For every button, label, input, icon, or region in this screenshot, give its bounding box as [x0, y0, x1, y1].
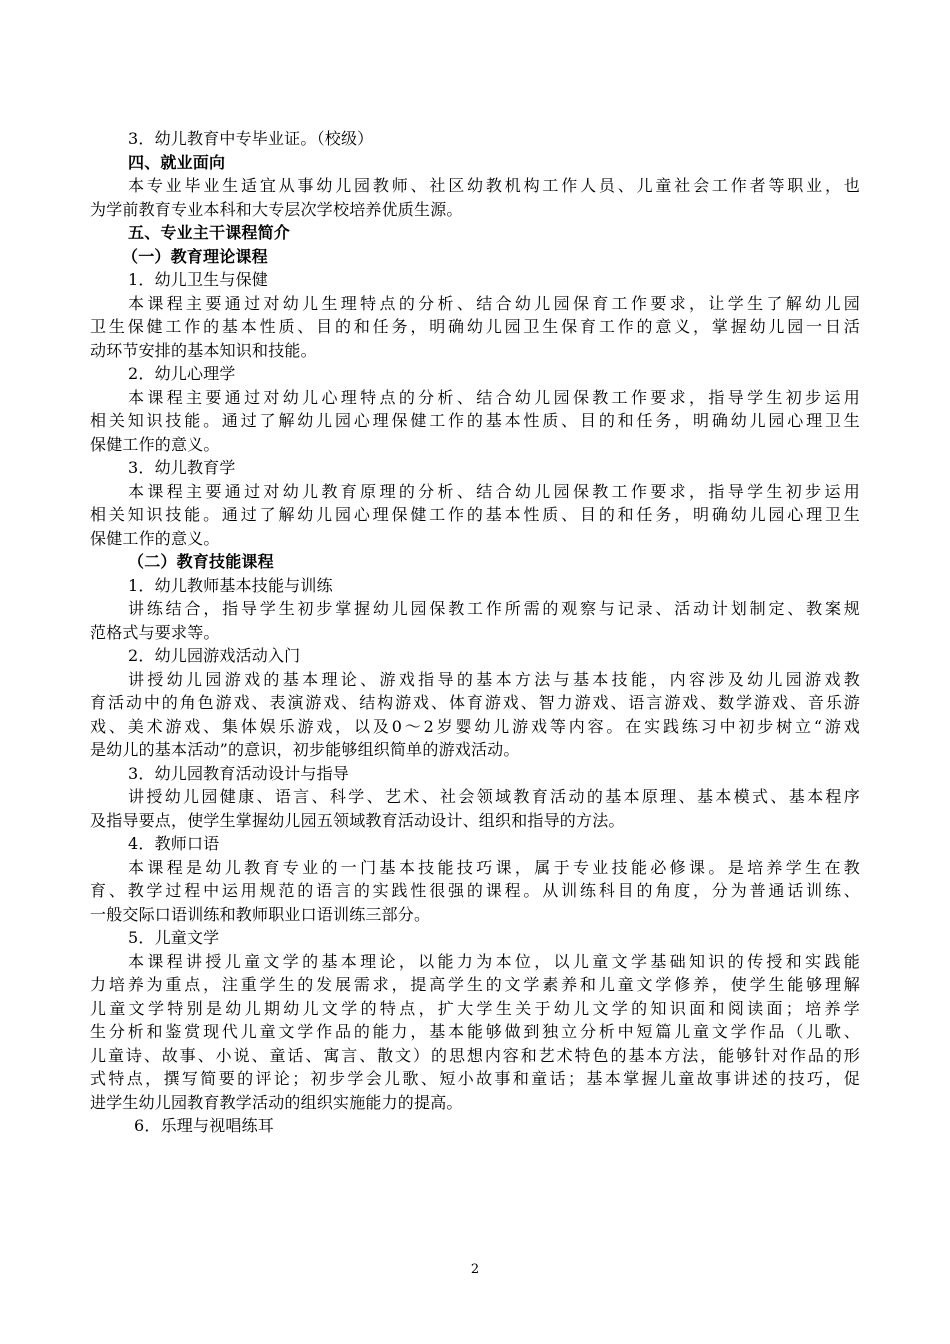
- paragraph-line: 保健工作的意义。: [90, 434, 220, 454]
- paragraph-line: 本课程主要通过对幼儿心理特点的分析、结合幼儿园保教工作要求，指导学生初步运用: [128, 387, 860, 407]
- paragraph-line: 儿童文学特别是幼儿期幼儿文学的特点，扩大学生关于幼儿文学的知识面和阅读面；培养学: [90, 998, 860, 1018]
- paragraph-line: 动环节安排的基本知识和技能。: [90, 340, 317, 360]
- course-title: 2．幼儿心理学: [128, 364, 236, 383]
- paragraph-line: 为学前教育专业本科和大专层次学校培养优质生源。: [90, 199, 463, 219]
- course-title: 1．幼儿教师基本技能与训练: [128, 575, 333, 595]
- paragraph-line: 相关知识技能。通过了解幼儿园心理保健工作的基本性质、目的和任务，明确幼儿园心理卫生: [90, 505, 860, 524]
- subsection-heading-theory: （一）教育理论课程: [122, 246, 268, 266]
- paragraph-line: 一般交际口语训练和教师职业口语训练三部分。: [90, 904, 431, 924]
- paragraph-line: 生分析和鉴赏现代儿童文学作品的能力，基本能够做到独立分析中短篇儿童文学作品（儿歌、: [90, 1022, 860, 1041]
- course-title: 2．幼儿园游戏活动入门: [128, 646, 301, 665]
- paragraph-line: 讲练结合，指导学生初步掌握幼儿园保教工作所需的观察与记录、活动计划制定、教案规: [128, 599, 860, 618]
- subsection-heading-skills: （二）教育技能课程: [128, 552, 274, 571]
- paragraph-line: 是幼儿的基本活动”的意识，初步能够组织简单的游戏活动。: [90, 740, 520, 759]
- paragraph-line: 育、教学过程中运用规范的语言的实践性很强的课程。从训练科目的角度，分为普通话训练、: [90, 881, 860, 900]
- paragraph-line: 戏、美术游戏、集体娱乐游戏，以及0～2岁婴幼儿游戏等内容。在实践练习中初步树立“游戏: [90, 716, 860, 736]
- course-title: 5．儿童文学: [128, 928, 220, 947]
- paragraph-line: 本课程是幼儿教育专业的一门基本技能技巧课，属于专业技能必修课。是培养学生在教: [128, 857, 860, 877]
- paragraph-line: 范格式与要求等。: [90, 622, 220, 642]
- paragraph-line: 育活动中的角色游戏、表演游戏、结构游戏、体育游戏、智力游戏、语言游戏、数学游戏、音乐游: [90, 693, 860, 712]
- list-item: 3．幼儿教育中专毕业证。（校级）: [128, 129, 374, 148]
- paragraph-line: 本课程主要通过对幼儿教育原理的分析、结合幼儿园保教工作要求，指导学生初步运用: [128, 481, 860, 501]
- course-title: 1．幼儿卫生与保健: [128, 270, 268, 289]
- paragraph-line: 卫生保健工作的基本性质、目的和任务，明确幼儿园卫生保育工作的意义，掌握幼儿园一日活: [90, 317, 860, 336]
- paragraph-line: 本课程主要通过对幼儿生理特点的分析、结合幼儿园保育工作要求，让学生了解幼儿园: [128, 293, 860, 313]
- paragraph-line: 本专业毕业生适宜从事幼儿园教师、社区幼教机构工作人员、儿童社会工作者等职业，也: [128, 176, 860, 195]
- section-heading-courses: 五、专业主干课程简介: [128, 223, 291, 242]
- page-number: 2: [470, 1262, 480, 1277]
- course-title: 3．幼儿教育学: [128, 458, 236, 477]
- course-title: 6．乐理与视唱练耳: [134, 1116, 274, 1135]
- paragraph-line: 保健工作的意义。: [90, 528, 220, 548]
- paragraph-line: 相关知识技能。通过了解幼儿园心理保健工作的基本性质、目的和任务，明确幼儿园心理卫生: [90, 411, 860, 430]
- page-body: [90, 127, 860, 1138]
- paragraph-line: 式特点，撰写简要的评论；初步学会儿歌、短小故事和童话；基本掌握儿童故事讲述的技巧，促: [90, 1069, 860, 1088]
- paragraph-line: 讲授幼儿园游戏的基本理论、游戏指导的基本方法与基本技能，内容涉及幼儿园游戏教: [128, 669, 860, 689]
- paragraph-line: 儿童诗、故事、小说、童话、寓言、散文）的思想内容和艺术特色的基本方法，能够针对作品的形: [90, 1045, 860, 1065]
- paragraph-line: 讲授幼儿园健康、语言、科学、艺术、社会领域教育活动的基本原理、基本模式、基本程序: [128, 787, 860, 806]
- section-heading-employment: 四、就业面向: [128, 152, 226, 172]
- course-title: 3．幼儿园教育活动设计与指导: [128, 763, 349, 783]
- paragraph-line: 本课程讲授儿童文学的基本理论，以能力为本位，以儿童文学基础知识的传授和实践能: [128, 951, 860, 971]
- paragraph-line: 力培养为重点，注重学生的发展需求，提高学生的文学素养和儿童文学修养，使学生能够理解: [90, 975, 860, 994]
- paragraph-line: 进学生幼儿园教育教学活动的组织实施能力的提高。: [90, 1092, 463, 1112]
- paragraph-line: 及指导要点，使学生掌握幼儿园五领域教育活动设计、组织和指导的方法。: [90, 810, 625, 830]
- course-title: 4．教师口语: [128, 834, 220, 853]
